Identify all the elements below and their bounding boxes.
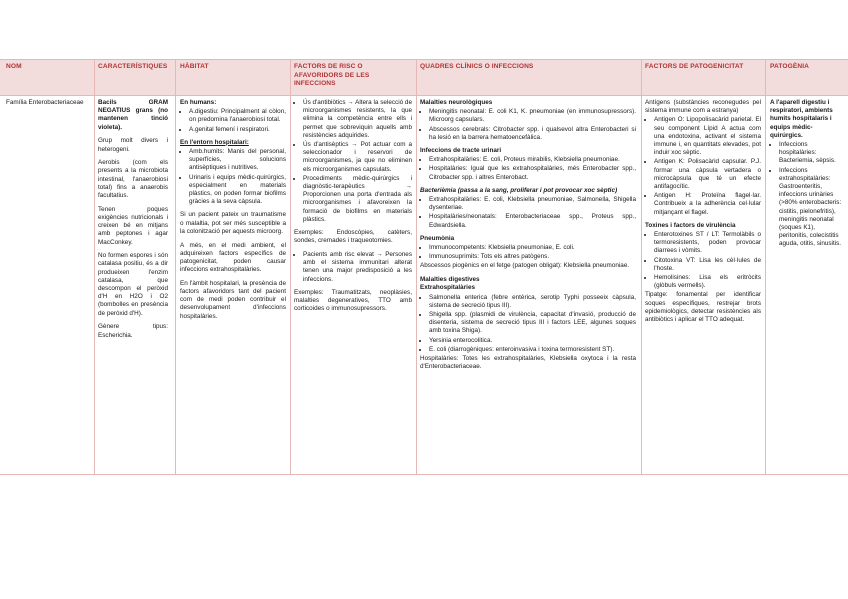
char-catalase: No formen espores i són catalasa positiu, és a dir produeixen l'enzim catalasa, que descompon el peròxid d'H en H2O i O2 (bombolles en presència de peròxid d'H). — [98, 252, 168, 317]
table-top-border — [0, 59, 848, 60]
habitat-entorn-item: • Urinaris i equips mèdic-quirúrgics, especialment en materials plàstics, on poden formar biofilms gràcies a la seva càpsula. — [189, 174, 286, 207]
header-nom: NOM — [6, 63, 22, 70]
factors-pat-cell — [645, 99, 761, 330]
risk-item: • Procediments mèdic-quirúrgics i diagnòstic-terapèutics → Proporcionen una porta d'entrada als microorganismes i afavoreixen la formació de biofilms en materials plàstics. — [303, 175, 412, 224]
bact-item: • Hospitalàries/neonatals: Enterobacteriaceae spp., Proteus spp., Edwardsiella. — [429, 213, 636, 229]
header-factors-patogenicitat: FACTORS DE PATOGENICITAT — [645, 63, 744, 70]
header-habitat: HÀBITAT — [180, 63, 209, 70]
header-quadres: QUADRES CLÍNICS O INFECCIONS — [420, 63, 534, 70]
patogenia-cell — [770, 99, 844, 254]
neuro-item: • Abscessos cerebrals: Citrobacter spp. i qualsevol altra Enterobacteri si ha lesió en la barrera hematoencefàlica. — [429, 126, 636, 142]
habitat-humans-item: • A.genital femení i respiratori. — [189, 126, 286, 134]
urin-title: Infeccions de tracte urinari — [420, 147, 502, 155]
column-divider — [175, 59, 176, 474]
hosp-text: Hospitalàries: Totes les extrahospitalàries, Klebsiella oxytoca i la resta d'Enterobacteriaceae. — [420, 354, 636, 371]
dig-title: Malalties digestives — [420, 276, 480, 284]
dig-subtitle: Extrahospitalàries — [420, 284, 476, 292]
habitat-entorn-title: En l'entorn hospitalari: — [180, 138, 249, 146]
antigen-item: • Antigen H: Proteïna flagel·lar. Contribueix a la adherència cel·lular mitjançant el flagel. — [654, 192, 761, 217]
pneu-item: • Immunocompetents: Klebsiella pneumoniae, E. coli. — [429, 244, 636, 252]
neuro-title: Malalties neurològiques — [420, 99, 493, 106]
column-divider — [290, 59, 291, 474]
toxin-item: • Hemolisines: Lisa els eritròcits (glòbuls vermells). — [654, 274, 761, 290]
risk-examples: Exemples: Endoscòpies, catèters, sondes, cremades i traqueotomies. — [294, 229, 412, 245]
header-bottom-border — [0, 95, 848, 96]
char-aerobic: Aerobis (com els presents a la microbiota intestinal, l'anaerobiosi total) fins a anaerobis facultatius. — [98, 159, 168, 200]
toxin-item: • Enterotoxines ST / LT: Termolàbils o termoresistents, poden provocar diarrees i vòmits. — [654, 231, 761, 256]
antigen-item: • Antigen O: Lipopolisacàrid parietal. El seu component Lípid A actua com una endotoxina, activant el sistema immune i, en quantitats elevades, pot induir xoc sèptic. — [654, 116, 761, 157]
habitat-entorn-item: • Amb.humits: Manis del personal, superfícies, solucions antisèptiques i nutritives. — [189, 148, 286, 173]
quadres-cell — [420, 99, 636, 377]
urin-item: • Hospitalàries: Igual que les extrahospitalàries, més Enterobacter spp., Citrobacter spp. i altres Enterobact. — [429, 165, 636, 181]
urin-item: • Extrahospitalàries: E. coli, Proteus mirabilis, Klebsiella pneumoniae. — [429, 156, 636, 164]
family-name: Família Enterobacteriaceae — [6, 99, 84, 106]
patogenia-intro: A l'aparell digestiu i respiratori, ambients humits hospitalaris i equips mèdic-quirúrgics. — [770, 99, 833, 139]
habitat-humans-title: En humans: — [180, 99, 217, 106]
header-factors-risc: FACTORS DE RISC O AFAVORIDORS DE LES INFECCIONS — [294, 63, 370, 88]
factors-risc-cell — [294, 99, 412, 319]
dig-item: • Yersinia enterocolitica. — [429, 337, 636, 345]
caracteristiques-cell — [98, 99, 168, 345]
toxin-item: • Citotoxina VT: Lisa les cèl·lules de l'hoste. — [654, 257, 761, 273]
bact-title: Bacterièmia (passa a la sang, proliferar i pot provocar xoc sèptic) — [420, 186, 618, 194]
char-diversity: Grup molt divers i heterogeni. — [98, 137, 168, 153]
habitat-trauma: Si un pacient pateix un traumatisme o malaltia, pot ser més susceptible a la colonització per aquests microorg. — [180, 211, 286, 235]
patogenia-item: • Infeccions hospitalàries: Bacteriemia, sèpsis. — [779, 141, 844, 166]
dig-item: • Salmonella enterica (febre entèrica, serotip Typhi posseeix càpsula, sistema de secreció tipus III). — [429, 294, 636, 310]
char-nutrition: Tenen poques exigències nutricionals i creixen bé en mitjans amb peptones i agar MacConkey. — [98, 205, 168, 246]
column-divider — [641, 59, 642, 474]
char-genus: Gènere tipus: Escherichia. — [98, 323, 168, 339]
bact-item: • Extrahospitalàries: E. coli, Klebsiella pneumoniae, Salmonella, Shigella dysenteriae. — [429, 196, 636, 212]
patogenia-item: • Infeccions extrahospitalàries: Gastroenteritis, infeccions urinàries (>80% enterobacteris: cistitis, pielonefritis), meningitis neonatal (soques K1), peritonitis, colecistitis aguda, otitis, sinusitis. — [779, 167, 844, 249]
nom-cell — [6, 99, 90, 113]
habitat-environment: A més, en el medi ambient, el adquireixen factors específics de patogenicitat, poden causar infeccions extrahospitalàries. — [180, 241, 286, 274]
habitat-cell — [180, 99, 286, 326]
pneu-title: Pneumònia — [420, 234, 455, 242]
abscess-text: Abscessos piogènics en el fetge (patogen obligat): Klebsiella pneumoniae. — [420, 262, 630, 270]
tipatge-text: Tipatge: fonamental per identificar soques específiques, restrejar brots epidemiològics, detectar resistències als antibiòtics i aplicar el TTO adequat. — [645, 291, 761, 324]
dig-item: • Shigella spp. (plasmidi de virulència, capacitat d'invasió, producció de disenteria, sistema de secreció tipus III i factors LEE, algunes soques amb toxina Shiga). — [429, 311, 636, 336]
dig-item: • E. coli (diarrogèniques: enteroinvasiva i toxina termoresistent ST). — [429, 346, 636, 354]
char-gram: Bacils GRAM NEGATIUS grans (no mantenen tinció violeta). — [98, 99, 168, 131]
habitat-humans-item: • A.digestiu: Principalment al còlon, on predomina l'anaerobiosi total. — [189, 108, 286, 124]
header-patogenia: PATOGÈNIA — [770, 63, 809, 70]
risk-examples: Exemples: Traumatitzats, neoplàsies, malalties degeneratives, TTO amb corticoides o immunosupressors. — [294, 288, 412, 313]
table-bottom-border — [0, 474, 848, 475]
toxines-title: Toxines i factors de virulència — [645, 221, 736, 229]
risk-item: • Ús d'antibiòtics → Altera la selecció de microorganismes resistents, la que elimina la competència entre ells i permet que sobreviquin aquells amb resistències adquirides. — [303, 99, 412, 140]
column-divider — [765, 59, 766, 474]
column-divider — [94, 59, 95, 474]
antigens-intro: Antígens (substàncies reconegudes pel sistema immune com a estranya) — [645, 99, 761, 115]
risk-item: • Ús d'antisèptics → Pot actuar com a seleccionador i reservori de microorganismes, ja que no eliminen els microorganismes capsulats. — [303, 141, 412, 174]
antigen-item: • Antigen K: Polisacàrid capsular. P.J. formar una càpsula vertadera o microcàpsula que té un efecte antifagocític. — [654, 158, 761, 191]
neuro-item: • Meningitis neonatal: E. coli K1, K. pneumoniae (en immunosupressors). Microorg capsulars. — [429, 108, 636, 124]
risk-item: • Pacients amb risc elevat → Persones amb el sistema immunitari alterat tenen una major predisposició a les infeccions. — [303, 251, 412, 284]
pneu-item: • Immunosuprimits: Tots els altres patògens. — [429, 253, 636, 261]
column-divider — [416, 59, 417, 474]
habitat-hospital: En l'àmbit hospitalari, la presència de factors afavoridors tant del pacient com de medi poden contribuir el desenvolupament d'infeccions hospitalàries. — [180, 279, 286, 320]
header-caracteristiques: CARACTERÍSTIQUES — [98, 63, 168, 70]
